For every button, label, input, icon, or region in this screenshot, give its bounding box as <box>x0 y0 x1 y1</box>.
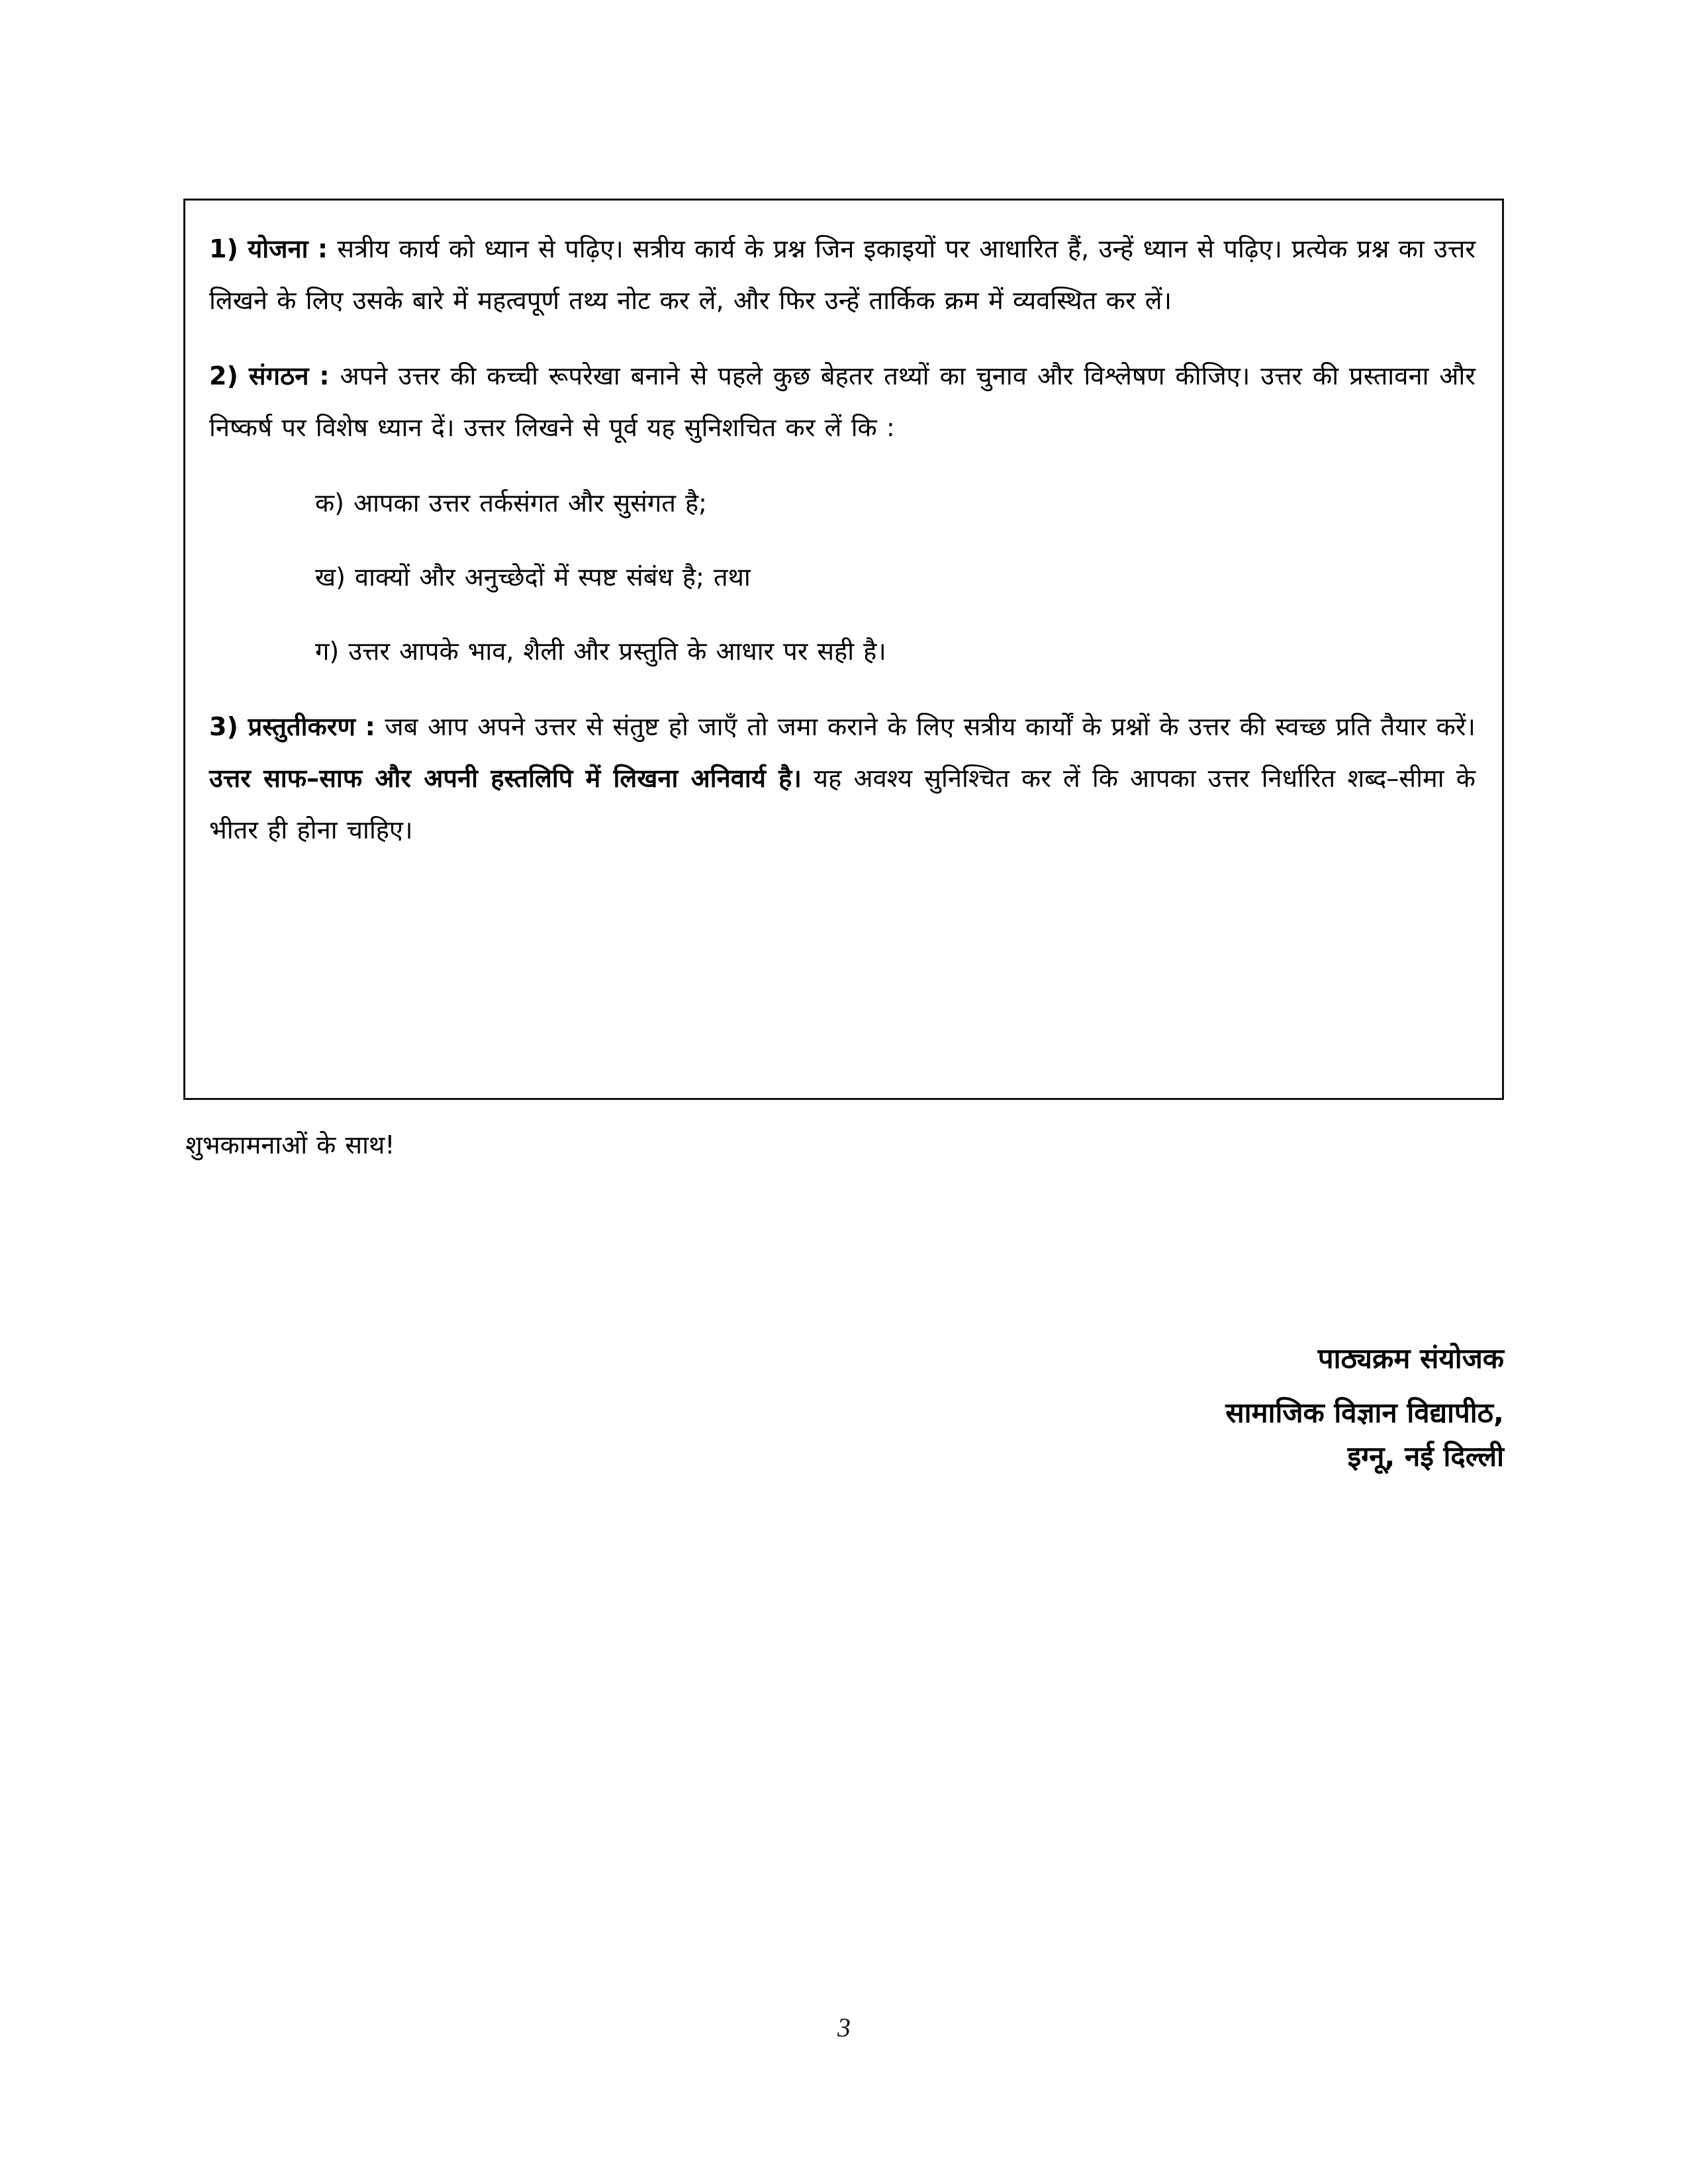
signature-role: पाठ्यक्रम संयोजक <box>1317 1342 1504 1375</box>
subpoint-kha-label: ख) <box>315 563 346 592</box>
section-2-separator: : <box>319 361 330 390</box>
section-3-heading: प्रस्तुतीकरण <box>248 712 356 741</box>
section-1-separator: : <box>317 234 328 263</box>
section-2-heading: संगठन <box>248 361 309 390</box>
section-1-number: 1) <box>209 234 239 263</box>
subpoint-ka <box>209 477 1476 529</box>
instruction-box <box>183 199 1504 1100</box>
instruction-section-1 <box>209 223 1476 326</box>
subpoint-list <box>209 477 1476 677</box>
signature-institution: इग्नू, नई दिल्ली <box>1347 1440 1504 1473</box>
section-3-number: 3) <box>209 712 239 741</box>
subpoint-ga-label: ग) <box>315 637 340 666</box>
instruction-section-3 <box>209 701 1476 856</box>
section-2-number: 2) <box>209 361 239 390</box>
subpoint-ka-text: आपका उत्तर तर्कसंगत और सुसंगत है; <box>353 488 707 518</box>
subpoint-ga <box>209 625 1476 677</box>
section-3-bold-emphasis: उत्तर साफ–साफ और अपनी हस्तलिपि में लिखना अनिवार्य है। <box>209 764 802 793</box>
section-3-separator: : <box>365 712 375 741</box>
subpoint-kha-text: वाक्यों और अनुच्छेदों में स्पष्ट संबंध है; तथा <box>355 563 751 592</box>
instruction-section-2 <box>209 350 1476 453</box>
subpoint-ga-text: उत्तर आपके भाव, शैली और प्रस्तुति के आधार पर सही है। <box>348 637 886 666</box>
signature-school: सामाजिक विज्ञान विद्यापीठ, <box>1225 1396 1504 1429</box>
closing-greeting: शुभकामनाओं के साथ! <box>185 1130 395 1160</box>
section-1-heading: योजना <box>248 234 308 263</box>
signature-block <box>908 1337 1504 1479</box>
page-number: 3 <box>837 2013 851 2042</box>
section-3-body-before-bold: जब आप अपने उत्तर से संतुष्ट हो जाएँ तो जमा कराने के लिए सत्रीय कार्यों के प्रश्नों के उत्तर की स्वच्छ प्रति तैयार करें। <box>385 712 1476 741</box>
subpoint-kha <box>209 551 1476 603</box>
section-1-body: सत्रीय कार्य को ध्यान से पढ़िए। सत्रीय कार्य के प्रश्न जिन इकाइयों पर आधारित हैं, उन्हें ध्यान से पढ़िए। प्रत्येक प्रश्न का उत्तर लिखने के लिए उसके बारे में महत्वपूर्ण तथ्य नोट कर लें, और फिर उन्हें तार्किक क्रम में व्यवस्थित कर लें। <box>209 234 1476 315</box>
section-3-body-after-bold: यह अवश्य सुनिश्चित कर लें कि आपका उत्तर निर्धारित शब्द–सीमा के भीतर ही होना चाहिए। <box>209 764 1476 844</box>
section-2-body: अपने उत्तर की कच्ची रूपरेखा बनाने से पहले कुछ बेहतर तथ्यों का चुनाव और विश्लेषण कीजिए। उत्तर की प्रस्तावना और निष्कर्ष पर विशेष ध्यान दें। उत्तर लिखने से पूर्व यह सुनिशचित कर लें कि : <box>209 361 1476 442</box>
subpoint-ka-label: क) <box>315 488 345 518</box>
